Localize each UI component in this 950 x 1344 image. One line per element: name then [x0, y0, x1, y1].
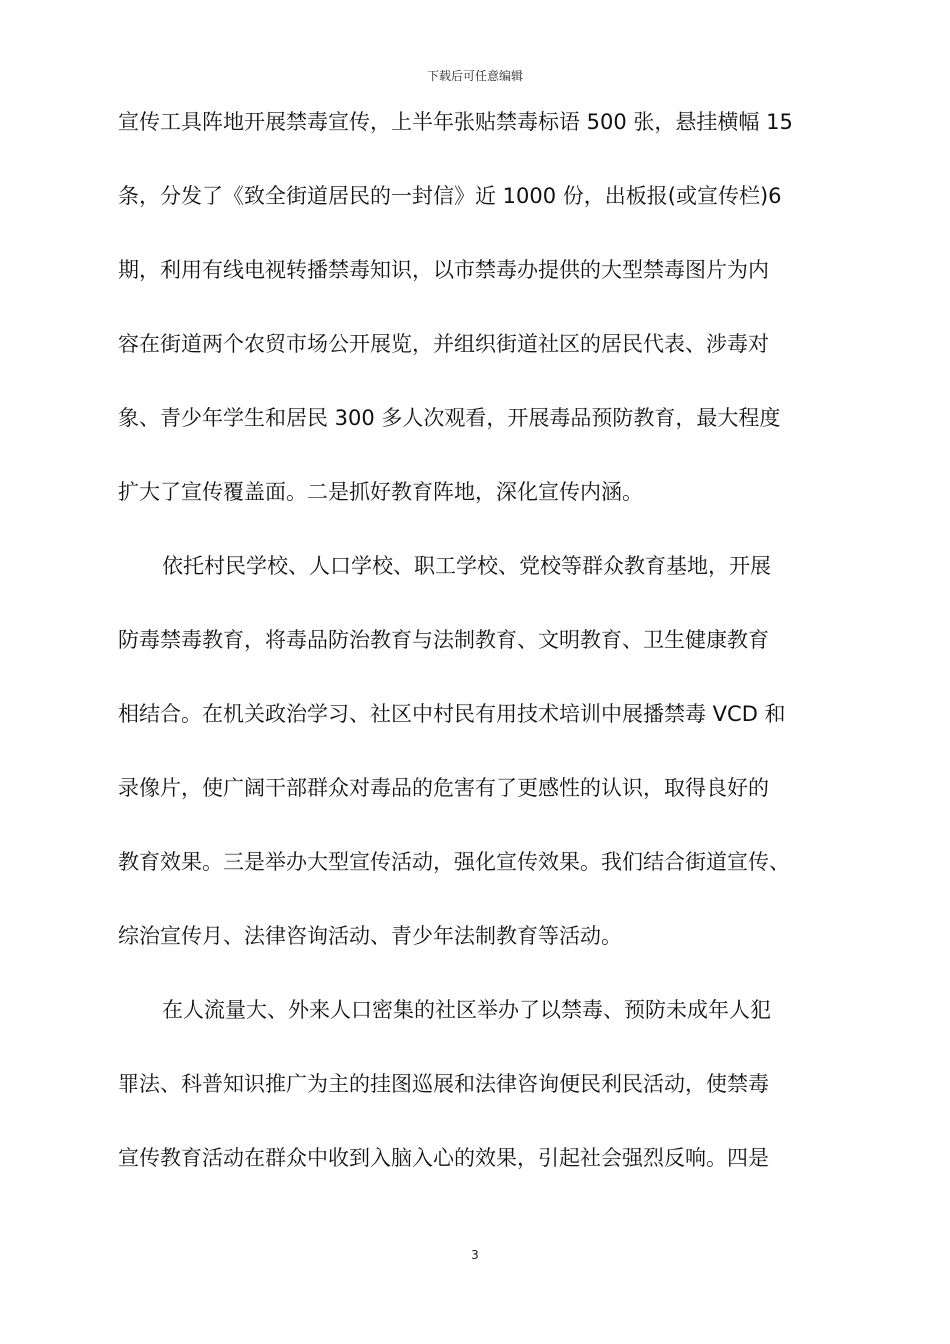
- text-line: 相结合。在机关政治学习、社区中村民有用技术培训中展播禁毒 VCD 和: [118, 702, 786, 726]
- text-line: 防毒禁毒教育，将毒品防治教育与法制教育、文明教育、卫生健康教育: [118, 628, 769, 652]
- page-header: 下载后可任意编辑: [426, 69, 523, 83]
- text-line: 容在街道两个农贸市场公开展览，并组织街道社区的居民代表、涉毒对: [118, 332, 769, 356]
- document-body: [118, 104, 838, 1214]
- paragraph-start-line: 在人流量大、外来人口密集的社区举办了以禁毒、预防未成年人犯: [162, 998, 771, 1022]
- text-line: 期，利用有线电视转播禁毒知识，以市禁毒办提供的大型禁毒图片为内: [118, 258, 769, 282]
- text-line: 录像片，使广阔干部群众对毒品的危害有了更感性的认识，取得良好的: [118, 776, 769, 800]
- text-line: 象、青少年学生和居民 300 多人次观看，开展毒品预防教育，最大程度: [118, 406, 781, 430]
- text-line: 罪法、科普知识推广为主的挂图巡展和法律咨询便民利民活动，使禁毒: [118, 1072, 769, 1096]
- text-line: 教育效果。三是举办大型宣传活动，强化宣传效果。我们结合街道宣传、: [118, 850, 790, 874]
- text-line: 宣传工具阵地开展禁毒宣传，上半年张贴禁毒标语 500 张，悬挂横幅 15: [118, 110, 793, 134]
- text-line: 综治宣传月、法律咨询活动、青少年法制教育等活动。: [118, 924, 622, 948]
- text-line: 扩大了宣传覆盖面。二是抓好教育阵地，深化宣传内涵。: [118, 480, 643, 504]
- text-line: 宣传教育活动在群众中收到入脑入心的效果，引起社会强烈反响。四是: [118, 1146, 769, 1170]
- text-line: 条，分发了《致全街道居民的一封信》近 1000 份，出板报(或宣传栏)6: [118, 184, 782, 208]
- page-number: 3: [471, 1248, 479, 1262]
- paragraph-start-line: 依托村民学校、人口学校、职工学校、党校等群众教育基地，开展: [162, 554, 771, 578]
